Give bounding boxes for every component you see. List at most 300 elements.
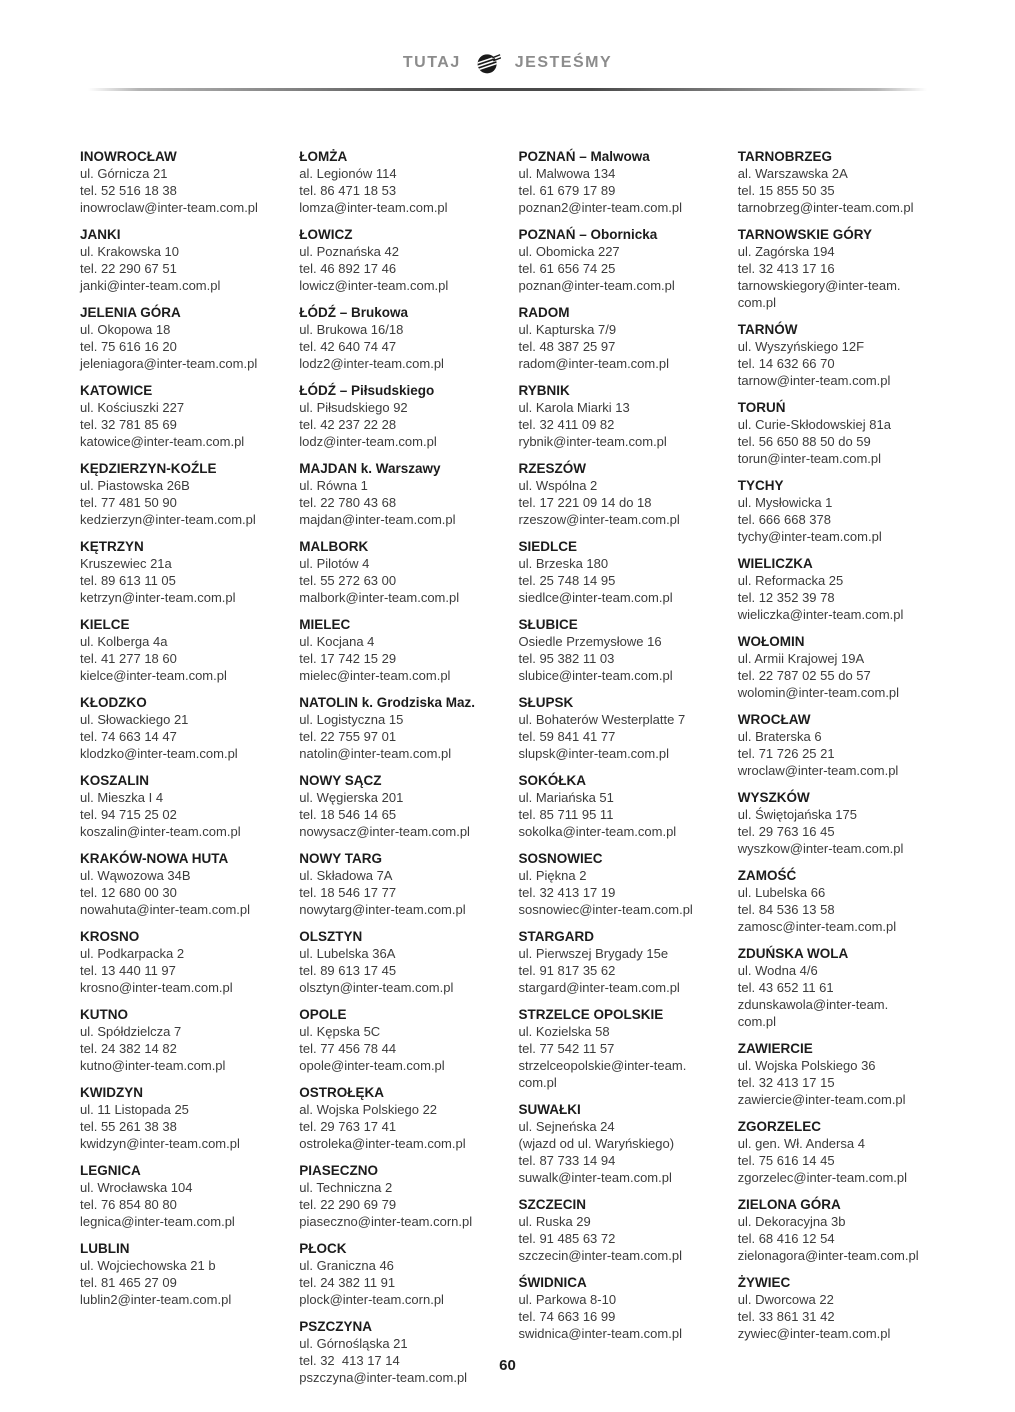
directory-entry — [80, 379, 279, 450]
directory-entry — [738, 1037, 937, 1108]
branch-address-line: ul. Ruska 29 — [518, 1214, 591, 1229]
branch-email: suwalk@inter-team.com.pl — [518, 1170, 672, 1185]
branch-city-name: JANKI — [80, 227, 121, 242]
branch-email: rybnik@inter-team.com.pl — [518, 434, 667, 449]
branch-phone: tel. 77 481 50 90 — [80, 495, 177, 510]
branch-email: zywiec@inter-team.com.pl — [737, 1326, 891, 1341]
branch-address-line: ul. Dekoracyjna 3b — [737, 1214, 846, 1229]
branch-city-name: POZNAŃ – Obornicka — [518, 227, 658, 242]
branch-email: rzeszow@inter-team.com.pl — [518, 512, 680, 527]
branch-phone: tel. 81 465 27 09 — [80, 1275, 177, 1290]
branch-phone: tel. 22 290 69 79 — [299, 1197, 397, 1212]
branch-phone: tel. 75 616 14 45 — [737, 1153, 835, 1168]
directory-entry — [738, 630, 937, 701]
page-header — [0, 50, 1015, 76]
branch-phone: tel. 74 663 14 47 — [80, 729, 177, 744]
branch-phone: tel. 32 411 09 82 — [518, 417, 615, 432]
branch-address-line: ul. Górnośląska 21 — [299, 1336, 408, 1351]
directory-entry — [80, 691, 279, 762]
branch-email: ostroleka@inter-team.com.pl — [299, 1136, 466, 1151]
branch-city-name: SOKÓŁKA — [518, 773, 586, 788]
directory-entry — [519, 1271, 718, 1342]
branch-city-name: WOŁOMIN — [737, 634, 805, 649]
directory-entry — [519, 301, 718, 372]
directory-entry — [738, 396, 937, 467]
branch-address-line: ul. Słowackiego 21 — [80, 712, 189, 727]
directory-entry — [299, 769, 498, 840]
directory-entry — [299, 1315, 498, 1386]
branch-email: nowysacz@inter-team.com.pl — [299, 824, 470, 839]
branch-address-line: ul. Kocjana 4 — [299, 634, 375, 649]
branch-city-name: KŁODZKO — [80, 695, 147, 710]
branch-email: wroclaw@inter-team.com.pl — [737, 763, 899, 778]
directory-entry — [80, 301, 279, 372]
branch-email: tarnobrzeg@inter-team.com.pl — [737, 200, 914, 215]
branch-email: natolin@inter-team.com.pl — [299, 746, 452, 761]
branch-city-name: OLSZTYN — [299, 929, 363, 944]
branch-email: kielce@inter-team.com.pl — [80, 668, 227, 683]
branch-address-line: ul. Kolberga 4a — [80, 634, 168, 649]
directory-entry — [299, 457, 498, 528]
directory-entry — [80, 1081, 279, 1152]
branch-address-line: ul. Zagórska 194 — [737, 244, 835, 259]
branch-address-line: ul. Okopowa 18 — [80, 322, 171, 337]
branch-address-line: ul. Piłsudskiego 92 — [299, 400, 408, 415]
branch-address-line: ul. Techniczna 2 — [299, 1180, 393, 1195]
branch-phone: tel. 666 668 378 — [737, 512, 831, 527]
branch-city-name: OPOLE — [299, 1007, 347, 1022]
branch-email: legnica@inter-team.com.pl — [80, 1214, 235, 1229]
branch-phone: tel. 32 781 85 69 — [80, 417, 177, 432]
branch-phone: tel. 89 613 17 45 — [299, 963, 397, 978]
branch-address-line: ul. Wojciechowska 21 b — [80, 1258, 216, 1273]
directory-entry — [299, 535, 498, 606]
branch-email: poznan@inter-team.com.pl — [518, 278, 675, 293]
branch-city-name: PŁOCK — [299, 1241, 347, 1256]
branch-address-line: ul. Kozielska 58 — [518, 1024, 610, 1039]
branch-city-name: POZNAŃ – Malwowa — [518, 149, 650, 164]
branch-city-name: TARNÓW — [737, 322, 798, 337]
directory-entry — [80, 145, 279, 216]
directory-entry — [80, 847, 279, 918]
directory-entry — [519, 1193, 718, 1264]
branch-phone: tel. 12 680 00 30 — [80, 885, 177, 900]
branch-address-line: Kruszewiec 21a — [80, 556, 172, 571]
branch-address-line: ul. Pilotów 4 — [299, 556, 370, 571]
branch-phone: tel. 86 471 18 53 — [299, 183, 397, 198]
branch-address-line: (wjazd od ul. Waryńskiego) — [518, 1136, 675, 1151]
directory-entry — [299, 925, 498, 996]
branch-city-name: MALBORK — [299, 539, 369, 554]
branch-email: slupsk@inter-team.com.pl — [518, 746, 669, 761]
directory-entry — [519, 379, 718, 450]
branch-address-line: ul. Lubelska 66 — [737, 885, 826, 900]
branch-city-name: KOSZALIN — [80, 773, 149, 788]
branch-email: lowicz@inter-team.com.pl — [299, 278, 449, 293]
branch-phone: tel. 77 456 78 44 — [299, 1041, 397, 1056]
branch-city-name: ŁOMŻA — [299, 149, 348, 164]
branch-phone: tel. 32 413 17 15 — [737, 1075, 835, 1090]
branch-email: tarnow@inter-team.com.pl — [737, 373, 891, 388]
branch-city-name: NATOLIN k. Grodziska Maz. — [299, 695, 476, 710]
branch-city-name: SUWAŁKI — [518, 1102, 581, 1117]
branch-city-name: ŁÓDŹ – Brukowa — [299, 305, 409, 320]
branch-email: zgorzelec@inter-team.com.pl — [737, 1170, 908, 1185]
branch-city-name: TYCHY — [737, 478, 784, 493]
branch-email: malbork@inter-team.com.pl — [299, 590, 460, 605]
branch-city-name: KĘTRZYN — [80, 539, 144, 554]
branch-email: katowice@inter-team.com.pl — [80, 434, 245, 449]
branch-city-name: NOWY SĄCZ — [299, 773, 382, 788]
branch-address-line: ul. Sejneńska 24 — [518, 1119, 615, 1134]
branch-address-line: ul. Dworcowa 22 — [737, 1292, 834, 1307]
branch-address-line: ul. Graniczna 46 — [299, 1258, 394, 1273]
directory-entry — [738, 1193, 937, 1264]
branch-city-name: ZAWIERCIE — [737, 1041, 813, 1056]
branch-address-line: ul. gen. Wł. Andersa 4 — [737, 1136, 865, 1151]
directory-entry — [299, 691, 498, 762]
directory-entry — [299, 379, 498, 450]
directory-entry — [80, 613, 279, 684]
branch-city-name: ZIELONA GÓRA — [737, 1197, 841, 1212]
branch-email: nowahuta@inter-team.com.pl — [80, 902, 250, 917]
branch-city-name: KĘDZIERZYN-KOŹLE — [80, 461, 217, 476]
branch-email: swidnica@inter-team.com.pl — [518, 1326, 682, 1341]
branch-address-line: al. Warszawska 2A — [737, 166, 848, 181]
branch-city-name: KROSNO — [80, 929, 140, 944]
branch-phone: tel. 33 861 31 42 — [737, 1309, 835, 1324]
directory-entry — [738, 145, 937, 216]
directory-entry — [80, 1159, 279, 1230]
branch-city-name: SZCZECIN — [518, 1197, 586, 1212]
header-divider-rule — [88, 88, 927, 91]
branch-city-name: ŚWIDNICA — [518, 1275, 587, 1290]
branch-email: radom@inter-team.com.pl — [518, 356, 669, 371]
branch-address-line: ul. Mariańska 51 — [518, 790, 614, 805]
directory-entry — [738, 1271, 937, 1342]
branch-phone: tel. 84 536 13 58 — [737, 902, 835, 917]
branch-phone: tel. 14 632 66 70 — [737, 356, 835, 371]
directory-entry — [519, 613, 718, 684]
branch-email: torun@inter-team.com.pl — [737, 451, 881, 466]
branch-address-line: ul. Logistyczna 15 — [299, 712, 404, 727]
directory-entry — [738, 942, 937, 1030]
branch-city-name: ŁOWICZ — [299, 227, 353, 242]
branch-city-name: LUBLIN — [80, 1241, 130, 1256]
branch-city-name: RYBNIK — [518, 383, 570, 398]
branch-city-name: ZAMOŚĆ — [737, 868, 797, 883]
branch-email: wieliczka@inter-team.com.pl — [737, 607, 904, 622]
branch-city-name: ŻYWIEC — [737, 1275, 791, 1290]
directory-entry — [299, 1237, 498, 1308]
branch-address-line: ul. Świętojańska 175 — [737, 807, 857, 822]
directory-entry — [299, 847, 498, 918]
branch-email: ketrzyn@inter-team.com.pl — [80, 590, 236, 605]
branch-email: lodz2@inter-team.com.pl — [299, 356, 444, 371]
branch-city-name: TARNOWSKIE GÓRY — [737, 227, 872, 242]
branch-city-name: INOWROCŁAW — [80, 149, 177, 164]
directory-entry — [738, 1115, 937, 1186]
branch-address-line: ul. Braterska 6 — [737, 729, 822, 744]
branch-address-line: ul. Kościuszki 227 — [80, 400, 185, 415]
branch-phone: tel. 18 546 14 65 — [299, 807, 397, 822]
header-word-tutaj: TUTAJ — [402, 54, 461, 71]
branch-city-name: SOSNOWIEC — [518, 851, 603, 866]
branch-phone: tel. 32 413 17 19 — [518, 885, 616, 900]
branch-email: wyszkow@inter-team.com.pl — [737, 841, 904, 856]
branch-city-name: TARNOBRZEG — [737, 149, 832, 164]
branch-phone: tel. 95 382 11 03 — [518, 651, 615, 666]
branch-email: nowytarg@inter-team.com.pl — [299, 902, 466, 917]
branch-phone: tel. 42 237 22 28 — [299, 417, 397, 432]
directory-entry — [519, 691, 718, 762]
branch-address-line: ul. Piastowska 26B — [80, 478, 190, 493]
directory-entry — [80, 769, 279, 840]
branch-email: poznan2@inter-team.com.pl — [518, 200, 682, 215]
branch-phone: tel. 75 616 16 20 — [80, 339, 177, 354]
branch-email: tychy@inter-team.com.pl — [737, 529, 882, 544]
branch-address-line: ul. Wyszyńskiego 12F — [737, 339, 865, 354]
branch-address-line: ul. Armii Krajowej 19A — [737, 651, 865, 666]
branch-address-line: ul. Węgierska 201 — [299, 790, 404, 805]
directory-entry — [299, 613, 498, 684]
branch-phone: tel. 22 755 97 01 — [299, 729, 397, 744]
directory-entry — [299, 1159, 498, 1230]
directory-entry — [299, 145, 498, 216]
branch-email: sokolka@inter-team.com.pl — [518, 824, 677, 839]
branch-address-line: ul. Piękna 2 — [518, 868, 587, 883]
branch-city-name: KUTNO — [80, 1007, 128, 1022]
directory-entry — [80, 925, 279, 996]
branch-city-name: ZGORZELEC — [737, 1119, 821, 1134]
branch-city-name: SŁUPSK — [518, 695, 574, 710]
branch-email: lomza@inter-team.com.pl — [299, 200, 448, 215]
branch-email: stargard@inter-team.com.pl — [518, 980, 680, 995]
branch-city-name: RZESZÓW — [518, 461, 586, 476]
branch-email: piaseczno@inter-team.corn.pl — [299, 1214, 473, 1229]
branch-phone: tel. 17 742 15 29 — [299, 651, 397, 666]
directory-column-2 — [299, 145, 498, 1393]
branch-phone: tel. 25 748 14 95 — [518, 573, 616, 588]
branch-address-line: ul. Spółdzielcza 7 — [80, 1024, 182, 1039]
directory-entry — [738, 708, 937, 779]
branch-email: zamosc@inter-team.com.pl — [737, 919, 897, 934]
directory-entry — [519, 1098, 718, 1186]
branch-email: jeleniagora@inter-team.com.pl — [80, 356, 258, 371]
branch-phone: tel. 42 640 74 47 — [299, 339, 397, 354]
branch-city-name: WIELICZKA — [737, 556, 813, 571]
directory-entry — [519, 769, 718, 840]
branch-address-line: com.pl — [737, 295, 777, 310]
directory-entry — [738, 474, 937, 545]
branch-address-line: ul. Wodna 4/6 — [737, 963, 818, 978]
branch-city-name: TORUŃ — [737, 400, 786, 415]
directory-column-4 — [738, 145, 937, 1349]
directory-entry — [80, 1003, 279, 1074]
branch-email: slubice@inter-team.com.pl — [518, 668, 673, 683]
branch-address-line: al. Wojska Polskiego 22 — [299, 1102, 438, 1117]
directory-entry — [80, 1237, 279, 1308]
branch-city-name: OSTROŁĘKA — [299, 1085, 385, 1100]
branch-email: koszalin@inter-team.com.pl — [80, 824, 241, 839]
branch-phone: tel. 13 440 11 97 — [80, 963, 176, 978]
branch-email: szczecin@inter-team.com.pl — [518, 1248, 682, 1263]
branch-phone: tel. 91 485 63 72 — [518, 1231, 616, 1246]
branch-city-name: KWIDZYN — [80, 1085, 143, 1100]
branch-phone: tel. 85 711 95 11 — [518, 807, 614, 822]
branch-city-name: ŁÓDŹ – Piłsudskiego — [299, 383, 435, 398]
branch-address-line: ul. Poznańska 42 — [299, 244, 399, 259]
branch-city-name: MAJDAN k. Warszawy — [299, 461, 441, 476]
directory-entry — [519, 223, 718, 294]
branch-phone: tel. 89 613 11 05 — [80, 573, 176, 588]
branch-city-name: WYSZKÓW — [737, 790, 810, 805]
branch-email: opole@inter-team.com.pl — [299, 1058, 445, 1073]
directory-entry — [80, 223, 279, 294]
branch-phone: tel. 15 855 50 35 — [737, 183, 835, 198]
branch-phone: tel. 12 352 39 78 — [737, 590, 835, 605]
branch-address-line: ul. Brzeska 180 — [518, 556, 609, 571]
branch-address-line: ul. Mysłowicka 1 — [737, 495, 833, 510]
branch-phone: tel. 17 221 09 14 do 18 — [518, 495, 652, 510]
branch-address-line: ul. Obomicka 227 — [518, 244, 620, 259]
directory-entry — [738, 223, 937, 311]
branch-phone: tel. 55 261 38 38 — [80, 1119, 177, 1134]
branch-directory — [80, 145, 937, 1393]
branch-address-line: ul. Krakowska 10 — [80, 244, 179, 259]
branch-email: majdan@inter-team.com.pl — [299, 512, 456, 527]
branch-email: olsztyn@inter-team.com.pl — [299, 980, 454, 995]
directory-entry — [519, 145, 718, 216]
branch-city-name: PSZCZYNA — [299, 1319, 373, 1334]
branch-address-line: ul. 11 Listopada 25 — [80, 1102, 189, 1117]
directory-entry — [519, 925, 718, 996]
branch-city-name: KATOWICE — [80, 383, 153, 398]
branch-address-line: ul. Wąwozowa 34B — [80, 868, 191, 883]
branch-phone: tel. 59 841 41 77 — [518, 729, 616, 744]
branch-address-line: ul. Równa 1 — [299, 478, 368, 493]
branch-phone: tel. 52 516 18 38 — [80, 183, 177, 198]
globe-swoosh-icon — [475, 50, 501, 76]
header-word-jestesmy: JESTEŚMY — [514, 54, 613, 71]
branch-address-line: ul. Mieszka I 4 — [80, 790, 164, 805]
branch-phone: tel. 22 290 67 51 — [80, 261, 177, 276]
branch-address-line: ul. Lubelska 36A — [299, 946, 396, 961]
directory-entry — [299, 301, 498, 372]
directory-entry — [80, 457, 279, 528]
directory-entry — [80, 535, 279, 606]
branch-phone: tel. 29 763 17 41 — [299, 1119, 397, 1134]
branch-email: lublin2@inter-team.com.pl — [80, 1292, 232, 1307]
directory-entry — [299, 1081, 498, 1152]
directory-entry — [738, 864, 937, 935]
branch-address-line: com.pl — [518, 1075, 557, 1090]
branch-email: krosno@inter-team.com.pl — [80, 980, 233, 995]
branch-address-line: ul. Reformacka 25 — [737, 573, 844, 588]
branch-city-name: MIELEC — [299, 617, 351, 632]
branch-address-line: Osiedle Przemysłowe 16 — [518, 634, 662, 649]
branch-phone: tel. 43 652 11 61 — [737, 980, 834, 995]
branch-address-line: al. Legionów 114 — [299, 166, 397, 181]
page-number: 60 — [499, 1357, 516, 1374]
branch-email: sosnowiec@inter-team.com.pl — [518, 902, 693, 917]
branch-email: strzelceopolskie@inter-team. — [518, 1058, 687, 1073]
directory-column-1 — [80, 145, 279, 1315]
directory-entry — [738, 318, 937, 389]
directory-entry — [738, 786, 937, 857]
branch-phone: tel. 41 277 18 60 — [80, 651, 177, 666]
branch-address-line: ul. Brukowa 16/18 — [299, 322, 404, 337]
branch-address-line: ul. Składowa 7A — [299, 868, 393, 883]
directory-entry — [519, 457, 718, 528]
branch-address-line: ul. Parkowa 8-10 — [518, 1292, 617, 1307]
branch-phone: tel. 29 763 16 45 — [737, 824, 835, 839]
branch-phone: tel. 46 892 17 46 — [299, 261, 397, 276]
branch-address-line: ul. Podkarpacka 2 — [80, 946, 185, 961]
branch-city-name: KRAKÓW-NOWA HUTA — [80, 851, 229, 866]
branch-email: mielec@inter-team.com.pl — [299, 668, 451, 683]
branch-email: inowroclaw@inter-team.com.pl — [80, 200, 258, 215]
branch-address-line: ul. Karola Miarki 13 — [518, 400, 630, 415]
branch-address-line: ul. Bohaterów Westerplatte 7 — [518, 712, 686, 727]
branch-city-name: WROCŁAW — [737, 712, 811, 727]
branch-city-name: LEGNICA — [80, 1163, 141, 1178]
branch-phone: tel. 74 663 16 99 — [518, 1309, 616, 1324]
branch-phone: tel. 22 787 02 55 do 57 — [737, 668, 871, 683]
branch-address-line: ul. Wojska Polskiego 36 — [737, 1058, 876, 1073]
branch-city-name: KIELCE — [80, 617, 130, 632]
branch-email: lodz@inter-team.com.pl — [299, 434, 437, 449]
branch-phone: tel. 32 413 17 16 — [737, 261, 835, 276]
branch-city-name: STARGARD — [518, 929, 594, 944]
directory-column-3 — [519, 145, 718, 1349]
directory-entry — [299, 223, 498, 294]
branch-email: janki@inter-team.com.pl — [80, 278, 221, 293]
branch-phone: tel. 61 656 74 25 — [518, 261, 616, 276]
branch-city-name: JELENIA GÓRA — [80, 305, 181, 320]
branch-phone: tel. 55 272 63 00 — [299, 573, 397, 588]
branch-phone: tel. 91 817 35 62 — [518, 963, 616, 978]
directory-entry — [519, 535, 718, 606]
branch-email: tarnowskiegory@inter-team. — [737, 278, 901, 293]
branch-phone: tel. 77 542 11 57 — [518, 1041, 615, 1056]
branch-address-line: ul. Wspólna 2 — [518, 478, 598, 493]
branch-email: zawiercie@inter-team.com.pl — [737, 1092, 906, 1107]
branch-phone: tel. 61 679 17 89 — [518, 183, 616, 198]
branch-phone: tel. 71 726 25 21 — [737, 746, 835, 761]
branch-city-name: NOWY TARG — [299, 851, 382, 866]
branch-address-line: ul. Curie-Skłodowskiej 81a — [737, 417, 891, 432]
branch-address-line: com.pl — [737, 1014, 777, 1029]
directory-entry — [519, 1003, 718, 1091]
branch-email: kwidzyn@inter-team.com.pl — [80, 1136, 240, 1151]
branch-address-line: ul. Wrocławska 104 — [80, 1180, 193, 1195]
branch-city-name: PIASECZNO — [299, 1163, 379, 1178]
directory-entry — [299, 1003, 498, 1074]
directory-entry — [738, 552, 937, 623]
branch-email: zielonagora@inter-team.com.pl — [737, 1248, 919, 1263]
branch-city-name: SIEDLCE — [518, 539, 578, 554]
branch-email: kutno@inter-team.com.pl — [80, 1058, 226, 1073]
branch-city-name: SŁUBICE — [518, 617, 578, 632]
branch-phone: tel. 56 650 88 50 do 59 — [737, 434, 871, 449]
branch-email: zdunskawola@inter-team. — [737, 997, 889, 1012]
branch-phone: tel. 32 413 17 14 — [299, 1353, 400, 1368]
branch-address-line: ul. Kępska 5C — [299, 1024, 381, 1039]
branch-phone: tel. 68 416 12 54 — [737, 1231, 835, 1246]
branch-address-line: ul. Malwowa 134 — [518, 166, 616, 181]
branch-city-name: ZDUŃSKA WOLA — [737, 946, 849, 961]
